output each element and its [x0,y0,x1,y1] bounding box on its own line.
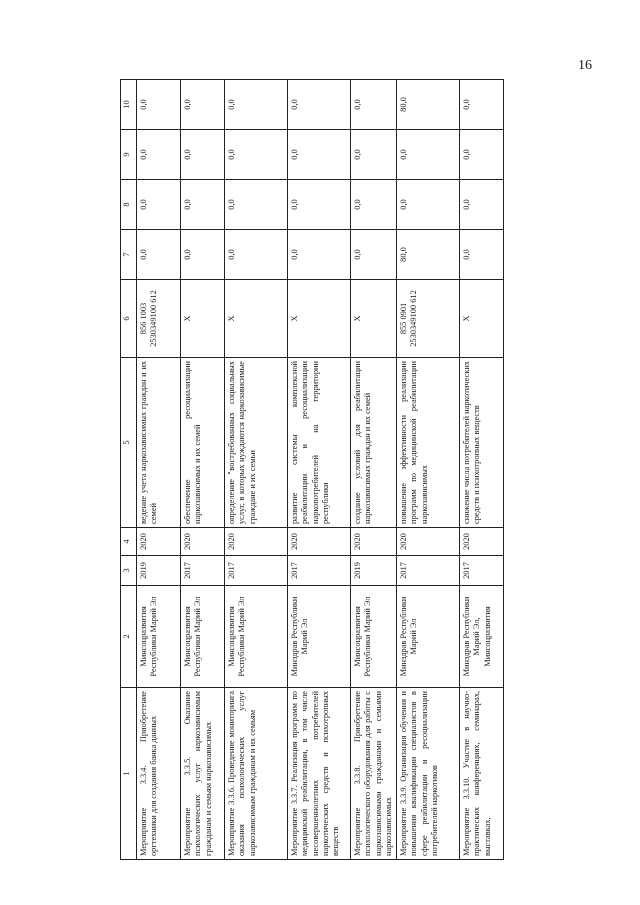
start-year-cell: 2017 [225,556,288,586]
executor-cell: Минсоцразвития Республики Марий Эл [181,586,225,688]
budget-code-cell: 855 0901 2530349100 612 [397,280,460,358]
col-header: 2 [121,586,137,688]
amount-cell: 0,0 [181,80,225,130]
amount-cell: 0,0 [397,180,460,230]
result-cell: определение востребованных социальных услуг, в которых нуждаются наркозависимые граждане и их семьи [225,358,288,528]
amount-cell: 0,0 [351,180,397,230]
amount-cell: 0,0 [460,130,504,180]
executor-cell: Минсоцразвития Республики Марий Эл [225,586,288,688]
result-cell: развитие системы комплексной реабилитации и ресоциализации наркопотребителей на территории республики [288,358,351,528]
measures-table [120,79,504,860]
table-row [137,80,181,860]
budget-code-cell: X [181,280,225,358]
amount-cell: 0,0 [225,230,288,280]
result-cell: снижение числа потребителей наркотических средств и психотропных веществ [460,358,504,528]
end-year-cell: 2020 [288,528,351,556]
end-year-cell: 2020 [351,528,397,556]
start-year-cell: 2017 [181,556,225,586]
end-year-cell: 2020 [225,528,288,556]
budget-code-cell: X [351,280,397,358]
measure-cell: Мероприятие 3.3.7. Реализация программ по медицинской реабилитации, в том числе несовершеннолетних потребителей наркотических средств и психотропных веществ [288,688,351,860]
amount-cell: 0,0 [288,130,351,180]
end-year-cell: 2020 [181,528,225,556]
amount-cell: 0,0 [137,180,181,230]
amount-cell: 0,0 [351,130,397,180]
table-row [351,80,397,860]
table-row [225,80,288,860]
col-header: 3 [121,556,137,586]
table-row [460,80,504,860]
amount-cell: 0,0 [181,180,225,230]
executor-cell: Минздрав Республики Марий Эл [288,586,351,688]
measure-cell: Мероприятие 3.3.9. Организация обучения и повышения квалификации специалистов в сфере реабилитации и ресоциализации потребителей наркотиков [397,688,460,860]
amount-cell: 0,0 [288,180,351,230]
table-row [397,80,460,860]
amount-cell: 0,0 [181,230,225,280]
start-year-cell: 2017 [460,556,504,586]
executor-cell: Минздрав Республики Марий Эл, Минсоцразвития [460,586,504,688]
amount-cell: 0,0 [288,80,351,130]
header-row [121,80,137,860]
measure-cell: Мероприятие 3.3.4. Приобретение оргтехники для создания банка данных [137,688,181,860]
budget-code-cell: X [288,280,351,358]
amount-cell: 0,0 [137,80,181,130]
executor-cell: Минсоцразвития Республики Марий Эл [137,586,181,688]
result-cell: обеспечение ресоциализации наркозависимых и их семей [181,358,225,528]
end-year-cell: 2020 [137,528,181,556]
executor-cell: Минздрав Республики Марий Эл [397,586,460,688]
budget-code-cell: X [225,280,288,358]
end-year-cell: 2020 [460,528,504,556]
col-header: 4 [121,528,137,556]
col-header: 8 [121,180,137,230]
result-cell: повышение эффективности реализации программ по медицинской реабилитации наркозависимых [397,358,460,528]
amount-cell: 0,0 [460,180,504,230]
col-header: 9 [121,130,137,180]
amount-cell: 80,0 [397,80,460,130]
start-year-cell: 2019 [351,556,397,586]
result-cell: ведение учета наркозависимых граждан и их семей [137,358,181,528]
budget-code-cell: X [460,280,504,358]
col-header: 10 [121,80,137,130]
page-number: 16 [578,58,592,73]
col-header: 5 [121,358,137,528]
measure-cell: Мероприятие 3.3.10. Участие в научно-практических конференциях, семинарах, выставках, [460,688,504,860]
end-year-cell: 2020 [397,528,460,556]
amount-cell: 0,0 [351,230,397,280]
budget-code-cell: 856 1003 2530349100 612 [137,280,181,358]
amount-cell: 0,0 [225,180,288,230]
table-row [181,80,225,860]
amount-cell: 0,0 [460,80,504,130]
start-year-cell: 2017 [397,556,460,586]
amount-cell: 0,0 [225,130,288,180]
rotated-table-container [120,80,530,860]
amount-cell: 0,0 [288,230,351,280]
measure-cell: Мероприятие 3.3.5. Оказание психологических услуг наркозависимым гражданам и семьям наркозависимых [181,688,225,860]
amount-cell: 0,0 [460,230,504,280]
table-row [288,80,351,860]
col-header: 1 [121,688,137,860]
result-cell: создание условий для реабилитации наркозависимых граждан и их семей [351,358,397,528]
amount-cell: 0,0 [181,130,225,180]
amount-cell: 0,0 [225,80,288,130]
executor-cell: Минсоцразвития Республики Марий Эл [351,586,397,688]
measure-cell: Мероприятие 3.3.6. Проведение мониторинга оказания психологических услуг наркозависимым гражданам и их семьям [225,688,288,860]
measure-cell: Мероприятие 3.3.8. Приобретение психологического оборудования для работы с наркозависимыми гражданами и семьями наркозависимых [351,688,397,860]
start-year-cell: 2019 [137,556,181,586]
amount-cell: 0,0 [137,130,181,180]
col-header: 7 [121,230,137,280]
amount-cell: 0,0 [351,80,397,130]
col-header: 6 [121,280,137,358]
amount-cell: 80,0 [397,230,460,280]
amount-cell: 0,0 [137,230,181,280]
start-year-cell: 2017 [288,556,351,586]
amount-cell: 0,0 [397,130,460,180]
